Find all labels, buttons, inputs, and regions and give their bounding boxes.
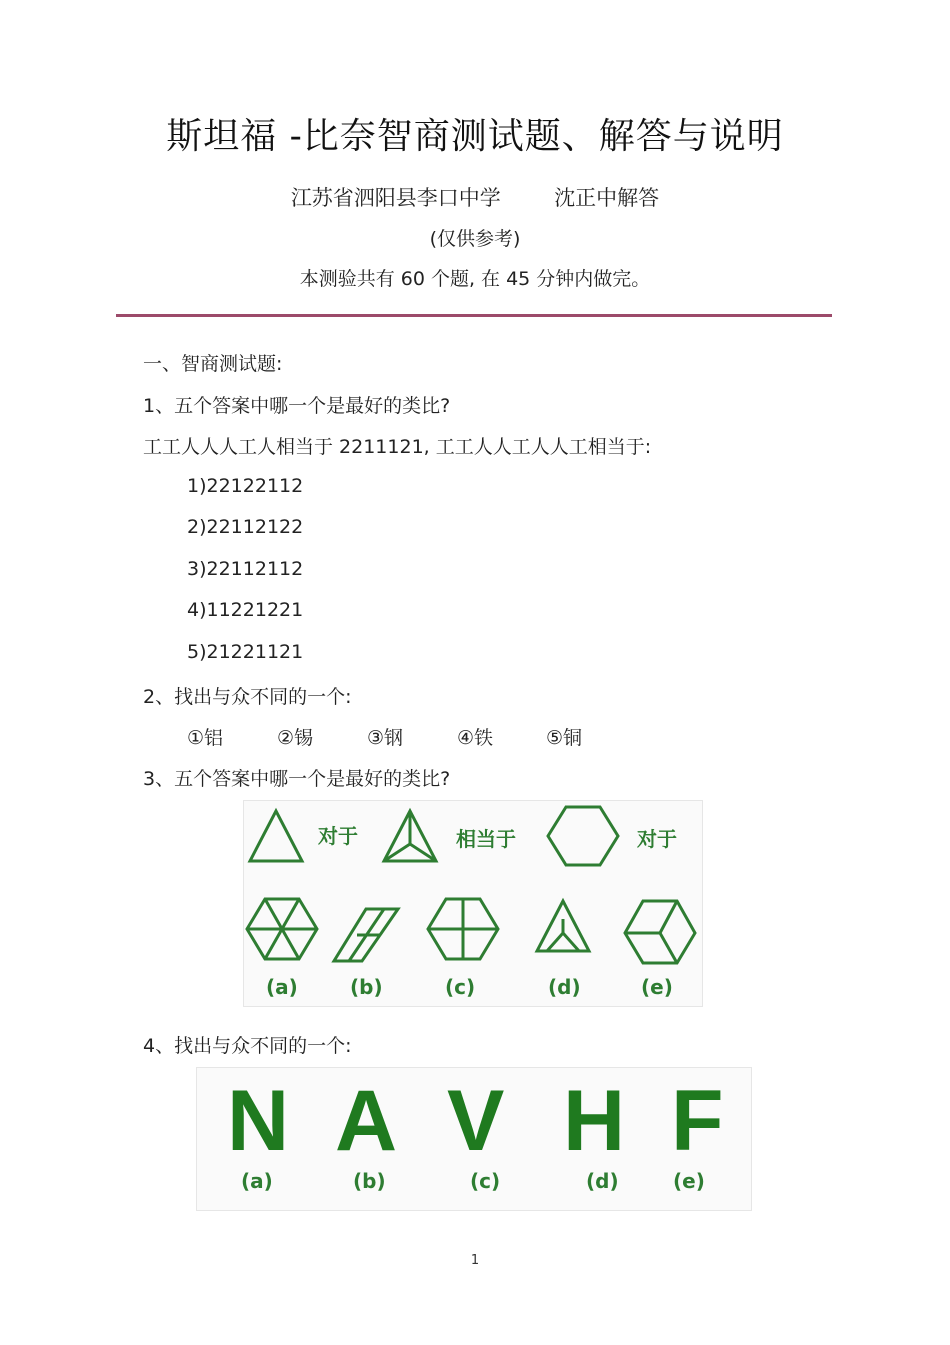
- page-number: 1: [470, 1253, 480, 1268]
- word-xiangdangyu: 相当于: [456, 827, 516, 851]
- letter-f: F: [671, 1073, 724, 1169]
- question-1-option: 3)22112112: [187, 558, 304, 580]
- triangle-shape: [250, 811, 302, 861]
- author-school: 江苏省泗阳县李口中学: [290, 186, 501, 210]
- question-2-text: 2、找出与众不同的一个:: [143, 686, 352, 708]
- question-2-option: ⑤铜: [546, 727, 583, 749]
- word-duiyu-1: 对于: [318, 824, 358, 848]
- document-title: 斯坦福 -比奈智商测试题、解答与说明: [166, 116, 784, 157]
- option-d-label: (d): [586, 1169, 619, 1193]
- option-c-label: (c): [470, 1169, 501, 1193]
- author-name: 沈正中解答: [554, 186, 660, 210]
- option-a-label: (a): [241, 1169, 273, 1193]
- option-d-label: (d): [548, 975, 581, 999]
- option-a-label: (a): [266, 975, 298, 999]
- question-1-option: 4)11221221: [187, 599, 304, 621]
- option-c-label: (c): [445, 975, 476, 999]
- letter-h: H: [563, 1073, 626, 1169]
- question-2-option: ④铁: [457, 727, 494, 749]
- divider: [116, 314, 832, 317]
- letters-figure: [197, 1068, 751, 1210]
- option-e-label: (e): [673, 1169, 705, 1193]
- option-b-label: (b): [350, 975, 383, 999]
- letter-v: V: [447, 1073, 505, 1169]
- question-1-option: 2)22112122: [187, 516, 304, 538]
- reference-note: (仅供参考): [429, 228, 521, 250]
- shape-analogy-figure: [244, 801, 702, 1006]
- question-4-text: 4、找出与众不同的一个:: [143, 1035, 352, 1057]
- author-line: [0, 182, 950, 212]
- option-e-label: (e): [641, 975, 673, 999]
- question-2-option: ③钢: [367, 727, 404, 749]
- question-1-option: 1)22122112: [187, 475, 304, 497]
- test-intro: 本测验共有 60 个题, 在 45 分钟内做完。: [299, 268, 651, 290]
- question-1-prompt: 工工人人人工人相当于 2211121, 工工人人工人人工相当于:: [143, 436, 652, 458]
- letter-a: A: [335, 1073, 398, 1169]
- hexagon-shape: [548, 807, 618, 865]
- question-3-figure: [243, 800, 703, 1007]
- letter-n: N: [227, 1073, 290, 1169]
- question-2-option: ②锡: [277, 727, 314, 749]
- question-2-option: ①铝: [187, 727, 224, 749]
- word-duiyu-2: 对于: [637, 827, 677, 851]
- question-1-option: 5)21221121: [187, 641, 304, 663]
- question-1-text: 1、五个答案中哪一个是最好的类比?: [143, 395, 451, 417]
- question-3-text: 3、五个答案中哪一个是最好的类比?: [143, 768, 451, 790]
- question-4-figure: [196, 1067, 752, 1211]
- option-b-label: (b): [353, 1169, 386, 1193]
- section-heading: 一、智商测试题:: [143, 353, 283, 375]
